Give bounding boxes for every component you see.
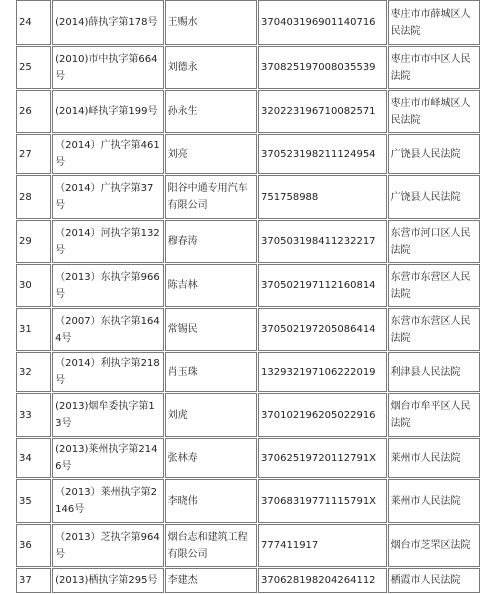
person-name: 常锡民 — [165, 308, 257, 351]
id-number: 370102196205022916 — [258, 393, 387, 437]
person-name: 陈吉林 — [165, 264, 257, 307]
court-name: 枣庄市市峄城区人民法院 — [388, 90, 480, 133]
table-row — [16, 175, 480, 219]
court-name: 枣庄市市中区人民法院 — [388, 46, 480, 89]
court-name: 东营市东营区人民法院 — [388, 264, 480, 307]
case-number: （2014）广执字第461号 — [52, 134, 163, 174]
row-number: 27 — [16, 134, 51, 174]
person-name: 李晓伟 — [165, 479, 257, 523]
row-number: 36 — [16, 524, 51, 567]
row-number: 33 — [16, 393, 51, 437]
id-number: 370502197112160814 — [258, 264, 387, 307]
court-name: 枣庄市市薛城区人民法院 — [388, 0, 480, 45]
id-number: 370628198204264112 — [258, 568, 387, 593]
person-name: 刘亮 — [165, 134, 257, 174]
id-number: 370403196901140716 — [258, 0, 387, 45]
court-name: 栖霞市人民法院 — [388, 568, 480, 593]
case-number: （2013）芝执字第964号 — [52, 524, 163, 567]
person-name: 孙永生 — [165, 90, 257, 133]
table-row — [16, 46, 480, 89]
row-number: 24 — [16, 0, 51, 45]
person-name: 刘德永 — [165, 46, 257, 89]
table-row — [16, 393, 480, 437]
person-name: 王赐水 — [165, 0, 257, 45]
table-row — [16, 568, 480, 593]
table-row — [16, 0, 480, 45]
id-number: 777411917 — [258, 524, 387, 567]
id-number: 37068319771115791X — [258, 479, 387, 523]
court-name: 莱州市人民法院 — [388, 479, 480, 523]
table-row — [16, 264, 480, 307]
case-number: （2014）广执字第37号 — [52, 175, 163, 219]
table-row — [16, 220, 480, 263]
person-name: 张林寿 — [165, 438, 257, 478]
person-name: 阳谷中通专用汽车有限公司 — [165, 175, 257, 219]
row-number: 31 — [16, 308, 51, 351]
row-number: 25 — [16, 46, 51, 89]
row-number: 26 — [16, 90, 51, 133]
row-number: 35 — [16, 479, 51, 523]
case-number: (2014)薛执字第178号 — [52, 0, 163, 45]
court-name: 烟台市芝罘区法院 — [388, 524, 480, 567]
table-row — [16, 524, 480, 567]
id-number: 370502197205086414 — [258, 308, 387, 351]
table-row — [16, 479, 480, 523]
person-name: 刘虎 — [165, 393, 257, 437]
person-name: 肖玉珠 — [165, 352, 257, 392]
case-number: (2013)栖执字第295号 — [52, 568, 163, 593]
case-number: （2014）利执字第218号 — [52, 352, 163, 392]
case-number: (2013)莱州执字第2146号 — [52, 438, 163, 478]
id-number: 751758988 — [258, 175, 387, 219]
id-number: 320223196710082571 — [258, 90, 387, 133]
court-list-table — [15, 0, 481, 594]
id-number: 132932197106222019 — [258, 352, 387, 392]
row-number: 28 — [16, 175, 51, 219]
court-name: 烟台市牟平区人民法院 — [388, 393, 480, 437]
case-number: （2013）东执字第966号 — [52, 264, 163, 307]
court-name: 莱州市人民法院 — [388, 438, 480, 478]
table-body — [16, 0, 480, 593]
table-row — [16, 90, 480, 133]
row-number: 29 — [16, 220, 51, 263]
id-number: 370523198211124954 — [258, 134, 387, 174]
table-row — [16, 352, 480, 392]
court-name: 东营市东营区人民法院 — [388, 308, 480, 351]
case-number: (2010)市中执字第664号 — [52, 46, 163, 89]
id-number: 37062519720112791X — [258, 438, 387, 478]
id-number: 370825197008035539 — [258, 46, 387, 89]
id-number: 370503198411232217 — [258, 220, 387, 263]
court-name: 利津县人民法院 — [388, 352, 480, 392]
row-number: 34 — [16, 438, 51, 478]
case-number: (2013)烟牟委执字第13号 — [52, 393, 163, 437]
row-number: 37 — [16, 568, 51, 593]
case-number: （2013）莱州执字第2146号 — [52, 479, 163, 523]
court-name: 东营市河口区人民法院 — [388, 220, 480, 263]
document-page — [15, 0, 481, 586]
row-number: 30 — [16, 264, 51, 307]
case-number: （2014）河执字第132号 — [52, 220, 163, 263]
row-number: 32 — [16, 352, 51, 392]
court-name: 广饶县人民法院 — [388, 175, 480, 219]
table-row — [16, 438, 480, 478]
person-name: 穆春涛 — [165, 220, 257, 263]
person-name: 烟台志和建筑工程有限公司 — [165, 524, 257, 567]
case-number: (2014)峄执字第199号 — [52, 90, 163, 133]
court-name: 广饶县人民法院 — [388, 134, 480, 174]
person-name: 李建杰 — [165, 568, 257, 593]
case-number: （2007）东执字第1644号 — [52, 308, 163, 351]
table-row — [16, 134, 480, 174]
table-row — [16, 308, 480, 351]
